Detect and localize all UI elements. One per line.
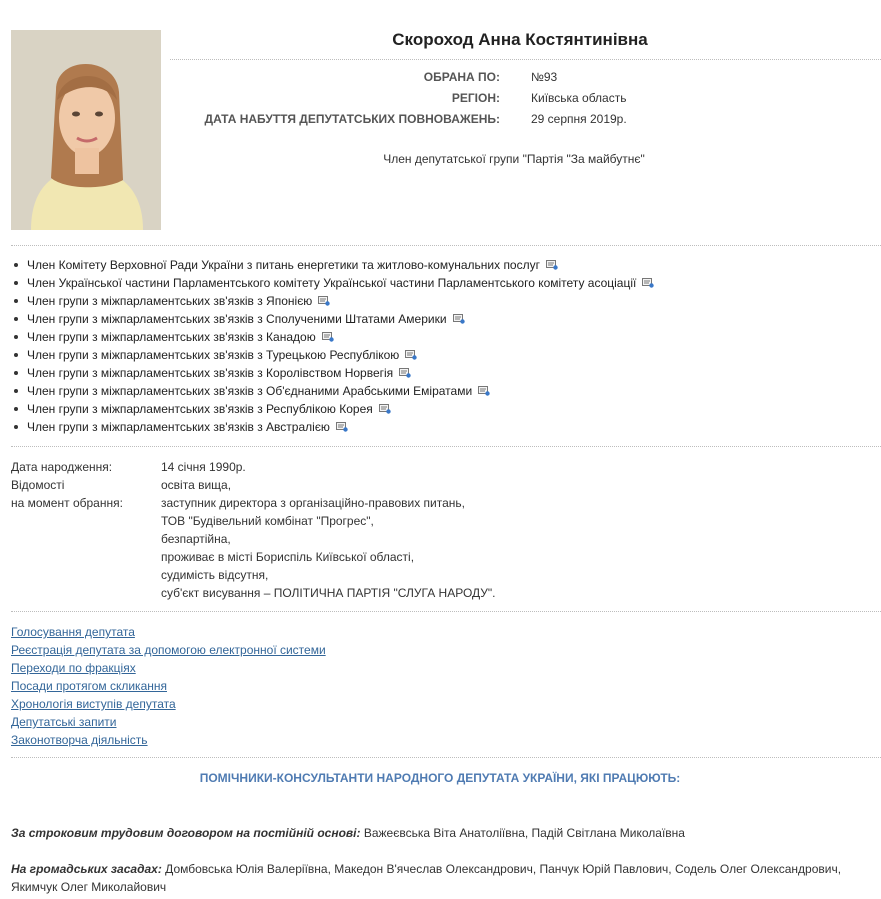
role-item [11, 256, 654, 274]
birth-date-value: 14 січня 1990р. [161, 460, 246, 474]
bullet-icon [14, 335, 18, 339]
role-item [11, 382, 654, 400]
info-card-icon[interactable] [642, 278, 654, 288]
deputy-link[interactable]: Посади протягом скликання [11, 679, 167, 693]
volunteer-names: Домбовська Юлія Валеріївна, Македон В'ячеслав Олександрович, Панчук Юрій Павлович, Содель Олег Олександрович, [161, 862, 842, 876]
bullet-icon [14, 371, 18, 375]
info-label-2: на момент обрання: [11, 496, 123, 510]
volunteer-label: На громадських засадах: [11, 862, 162, 876]
bullet-icon [14, 263, 18, 267]
portrait-image [11, 30, 161, 230]
link-item [11, 659, 326, 677]
region-value: Київська область [531, 91, 627, 105]
info-card-icon[interactable] [379, 404, 391, 414]
divider [11, 446, 881, 447]
mandate-date-value: 29 серпня 2019р. [531, 112, 627, 126]
info-card-icon[interactable] [336, 422, 348, 432]
deputy-link[interactable]: Реєстрація депутата за допомогою електронної системи [11, 643, 326, 657]
bullet-icon [14, 299, 18, 303]
bullet-icon [14, 281, 18, 285]
info-line: заступник директора з організаційно-правових питань, [161, 496, 465, 510]
link-item [11, 677, 326, 695]
assistants-title: ПОМІЧНИКИ-КОНСУЛЬТАНТИ НАРОДНОГО ДЕПУТАТА УКРАЇНИ, ЯКІ ПРАЦЮЮТЬ: [199, 771, 681, 785]
deputy-name: Скороход Анна Костянтинівна [392, 30, 648, 49]
role-item [11, 418, 654, 436]
deputy-group: Член депутатської групи "Партія "За майбутнє" [383, 152, 645, 166]
bullet-icon [14, 425, 18, 429]
divider [11, 245, 881, 246]
deputy-link[interactable]: Переходи по фракціях [11, 661, 136, 675]
role-text: Член Комітету Верховної Ради України з питань енергетики та житлово-комунальних послуг [27, 258, 540, 272]
volunteer-names-cont: Якимчук Олег Миколайович [11, 880, 167, 894]
bullet-icon [14, 389, 18, 393]
info-card-icon[interactable] [322, 332, 334, 342]
elected-by-value: №93 [531, 70, 558, 84]
mandate-date-label: ДАТА НАБУТТЯ ДЕПУТАТСЬКИХ ПОВНОВАЖЕНЬ: [204, 112, 500, 126]
info-card-icon[interactable] [405, 350, 417, 360]
assistants-volunteer [11, 860, 871, 896]
deputy-link[interactable]: Законотворча діяльність [11, 733, 148, 747]
info-label-1: Відомості [11, 478, 65, 492]
contract-label: За строковим трудовим договором на постійній основі: [11, 826, 361, 840]
info-line: безпартійна, [161, 532, 231, 546]
info-card-icon[interactable] [318, 296, 330, 306]
role-text: Член групи з міжпарламентських зв'язків з Сполученими Штатами Америки [27, 312, 447, 326]
link-item [11, 713, 326, 731]
role-text: Член групи з міжпарламентських зв'язків з Республікою Корея [27, 402, 373, 416]
role-item [11, 364, 654, 382]
bullet-icon [14, 353, 18, 357]
role-text: Член групи з міжпарламентських зв'язків з Канадою [27, 330, 316, 344]
roles-list [11, 256, 654, 436]
deputy-photo [11, 30, 161, 230]
role-text: Член Української частини Парламентського комітету Української частини Парламентського комітету асоціації [27, 276, 637, 290]
divider [11, 611, 881, 612]
info-line: ТОВ "Будівельний комбінат "Прогрес", [161, 514, 374, 528]
deputy-link[interactable]: Голосування депутата [11, 625, 135, 639]
link-item [11, 695, 326, 713]
role-item [11, 274, 654, 292]
region-label: РЕГІОН: [451, 91, 500, 105]
role-item [11, 310, 654, 328]
elected-by-label: ОБРАНА ПО: [423, 70, 500, 84]
role-text: Член групи з міжпарламентських зв'язків з Об'єднаними Арабськими Еміратами [27, 384, 473, 398]
role-item [11, 292, 654, 310]
role-item [11, 400, 654, 418]
info-card-icon[interactable] [478, 386, 490, 396]
birth-date-label: Дата народження: [11, 460, 113, 474]
header-divider [170, 59, 881, 60]
role-item [11, 346, 654, 364]
link-item [11, 641, 326, 659]
info-line: судимість відсутня, [161, 568, 269, 582]
info-line: суб'єкт висування – ПОЛІТИЧНА ПАРТІЯ "СЛУГА НАРОДУ". [161, 586, 496, 600]
info-lines [161, 476, 496, 602]
assistants-contract [11, 824, 871, 842]
role-item [11, 328, 654, 346]
info-card-icon[interactable] [453, 314, 465, 324]
info-line: освіта вища, [161, 478, 232, 492]
role-text: Член групи з міжпарламентських зв'язків з Австралією [27, 420, 330, 434]
deputy-link[interactable]: Депутатські запити [11, 715, 117, 729]
link-item [11, 623, 326, 641]
contract-names: Важеєвська Віта Анатоліївна, Падій Світлана Миколаївна [360, 826, 685, 840]
role-text: Член групи з міжпарламентських зв'язків з Японією [27, 294, 313, 308]
deputy-links [11, 623, 326, 749]
info-card-icon[interactable] [546, 260, 558, 270]
link-item [11, 731, 326, 749]
info-line: проживає в місті Бориспіль Київської області, [161, 550, 415, 564]
role-text: Член групи з міжпарламентських зв'язків з Королівством Норвегія [27, 366, 394, 380]
bullet-icon [14, 407, 18, 411]
role-text: Член групи з міжпарламентських зв'язків з Турецькою Республікою [27, 348, 400, 362]
divider [11, 757, 881, 758]
bullet-icon [14, 317, 18, 321]
info-card-icon[interactable] [399, 368, 411, 378]
deputy-link[interactable]: Хронологія виступів депутата [11, 697, 176, 711]
